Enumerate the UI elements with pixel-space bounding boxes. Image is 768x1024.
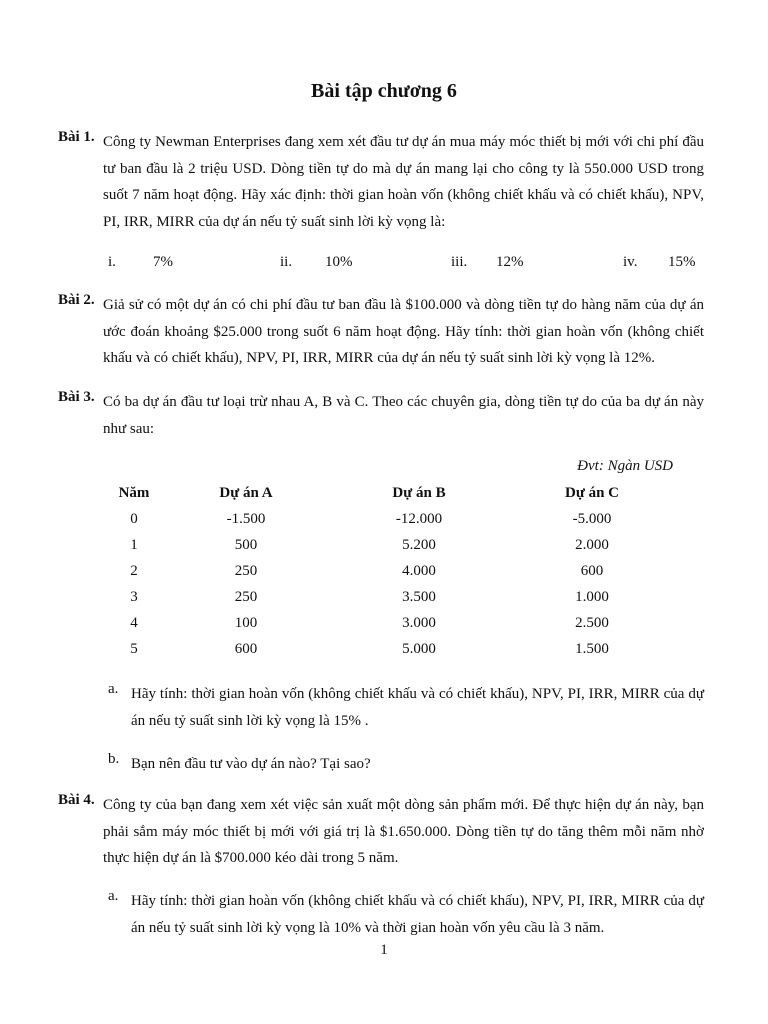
option-number: iii. xyxy=(451,254,468,270)
table-cell: 1.000 xyxy=(575,589,609,605)
table-cell: 5.000 xyxy=(402,641,436,657)
option-number: iv. xyxy=(623,254,638,270)
sub-text: Bạn nên đầu tư vào dự án nào? Tại sao? xyxy=(131,756,371,772)
table-row xyxy=(0,641,768,667)
sub-text: Hãy tính: thời gian hoàn vốn (không chiết khấu và có chiết khấu), NPV, PI, IRR, MIRR của dự án nếu tỷ suất sinh lời kỳ vọng là 10% và thời gian hoàn vốn yêu cầu là 3 năm. xyxy=(131,893,704,936)
table-cell: -12.000 xyxy=(395,511,443,527)
problem-2 xyxy=(58,292,704,372)
table-cell: 600 xyxy=(234,641,258,657)
sub-label: b. xyxy=(108,751,120,767)
problem-1 xyxy=(58,129,704,235)
table-cell: 100 xyxy=(234,615,258,631)
table-cell: 600 xyxy=(580,563,604,579)
table-cell: 2.000 xyxy=(575,537,609,553)
table-header-cell: Dự án A xyxy=(219,485,273,501)
option-number: i. xyxy=(108,254,116,270)
option-number: ii. xyxy=(280,254,293,270)
problem-3-sub-b xyxy=(108,751,704,778)
table-header-cell: Dự án C xyxy=(564,485,619,501)
table-cell: 0 xyxy=(130,511,138,527)
table-cell: 3.000 xyxy=(402,615,436,631)
problem-text: Công ty Newman Enterprises đang xem xét đầu tư dự án mua máy móc thiết bị mới với chi phí đầu tư ban đầu là 2 triệu USD. Dòng tiền tự do mà dự án mang lại cho công ty là 550.000 USD trong suốt 7 năm hoạt động. Hãy xác định: thời gian hoàn vốn (không chiết khấu và có chiết khấu), NPV, PI, IRR, MIRR của dự án nếu tỷ suất sinh lời kỳ vọng là: xyxy=(103,134,704,230)
table-cell: -5.000 xyxy=(572,511,612,527)
problem-text: Giả sử có một dự án có chi phí đầu tư ban đầu là $100.000 và dòng tiền tự do hàng năm của dự án ước đoán khoảng $25.000 trong suốt 6 năm hoạt động. Hãy tính: thời gian hoàn vốn (không chiết khấu và có chiết khấu), NPV, PI, IRR, MIRR của dự án nếu tỷ suất sinh lời kỳ vọng là 12%. xyxy=(103,297,704,366)
sub-text: Hãy tính: thời gian hoàn vốn (không chiết khấu và có chiết khấu), NPV, PI, IRR, MIRR của dự án nếu tỷ suất sinh lời kỳ vọng là 15% . xyxy=(131,686,704,729)
problem-label: Bài 2. xyxy=(58,292,95,308)
table-cell: 250 xyxy=(234,563,258,579)
problem-label: Bài 3. xyxy=(58,389,95,405)
sub-label: a. xyxy=(108,888,119,904)
table-cell: 4 xyxy=(130,615,138,631)
problem-1-options xyxy=(0,254,768,276)
table-cell: 250 xyxy=(234,589,258,605)
table-cell: 4.000 xyxy=(402,563,436,579)
unit-note: Đvt: Ngàn USD xyxy=(577,458,673,474)
table-row xyxy=(0,589,768,615)
table-cell: 1.500 xyxy=(575,641,609,657)
cashflow-table xyxy=(0,485,768,667)
option-value: 7% xyxy=(153,254,173,270)
problem-4-sub-a xyxy=(108,888,704,941)
problem-text: Có ba dự án đầu tư loại trừ nhau A, B và C. Theo các chuyên gia, dòng tiền tự do của ba dự án này như sau: xyxy=(103,394,704,437)
table-cell: 2 xyxy=(130,563,138,579)
option-value: 15% xyxy=(668,254,696,270)
table-row xyxy=(0,563,768,589)
problem-3-sub-a xyxy=(108,681,704,734)
problem-label: Bài 1. xyxy=(58,129,95,145)
table-cell: 3 xyxy=(130,589,138,605)
table-row xyxy=(0,615,768,641)
table-row xyxy=(0,511,768,537)
table-cell: -1.500 xyxy=(226,511,266,527)
option-value: 12% xyxy=(496,254,524,270)
problem-4 xyxy=(58,792,704,872)
table-cell: 1 xyxy=(130,537,138,553)
table-cell: 2.500 xyxy=(575,615,609,631)
table-row xyxy=(0,537,768,563)
page-number: 1 xyxy=(380,942,388,958)
sub-label: a. xyxy=(108,681,119,697)
table-cell: 500 xyxy=(234,537,258,553)
table-cell: 5 xyxy=(130,641,138,657)
table-header-row xyxy=(0,485,768,511)
problem-3 xyxy=(58,389,704,442)
table-header-cell: Dự án B xyxy=(392,485,446,501)
table-header-cell: Năm xyxy=(118,485,150,501)
problem-label: Bài 4. xyxy=(58,792,95,808)
problem-text: Công ty của bạn đang xem xét việc sản xuất một dòng sản phẩm mới. Để thực hiện dự án này, bạn phải sắm máy móc thiết bị mới với giá trị là $1.650.000. Dòng tiền tự do tăng thêm mỗi năm nhờ thực hiện dự án là $700.000 kéo dài trong 5 năm. xyxy=(103,797,704,866)
table-cell: 5.200 xyxy=(402,537,436,553)
page-title: Bài tập chương 6 xyxy=(311,80,457,102)
table-cell: 3.500 xyxy=(402,589,436,605)
option-value: 10% xyxy=(325,254,353,270)
